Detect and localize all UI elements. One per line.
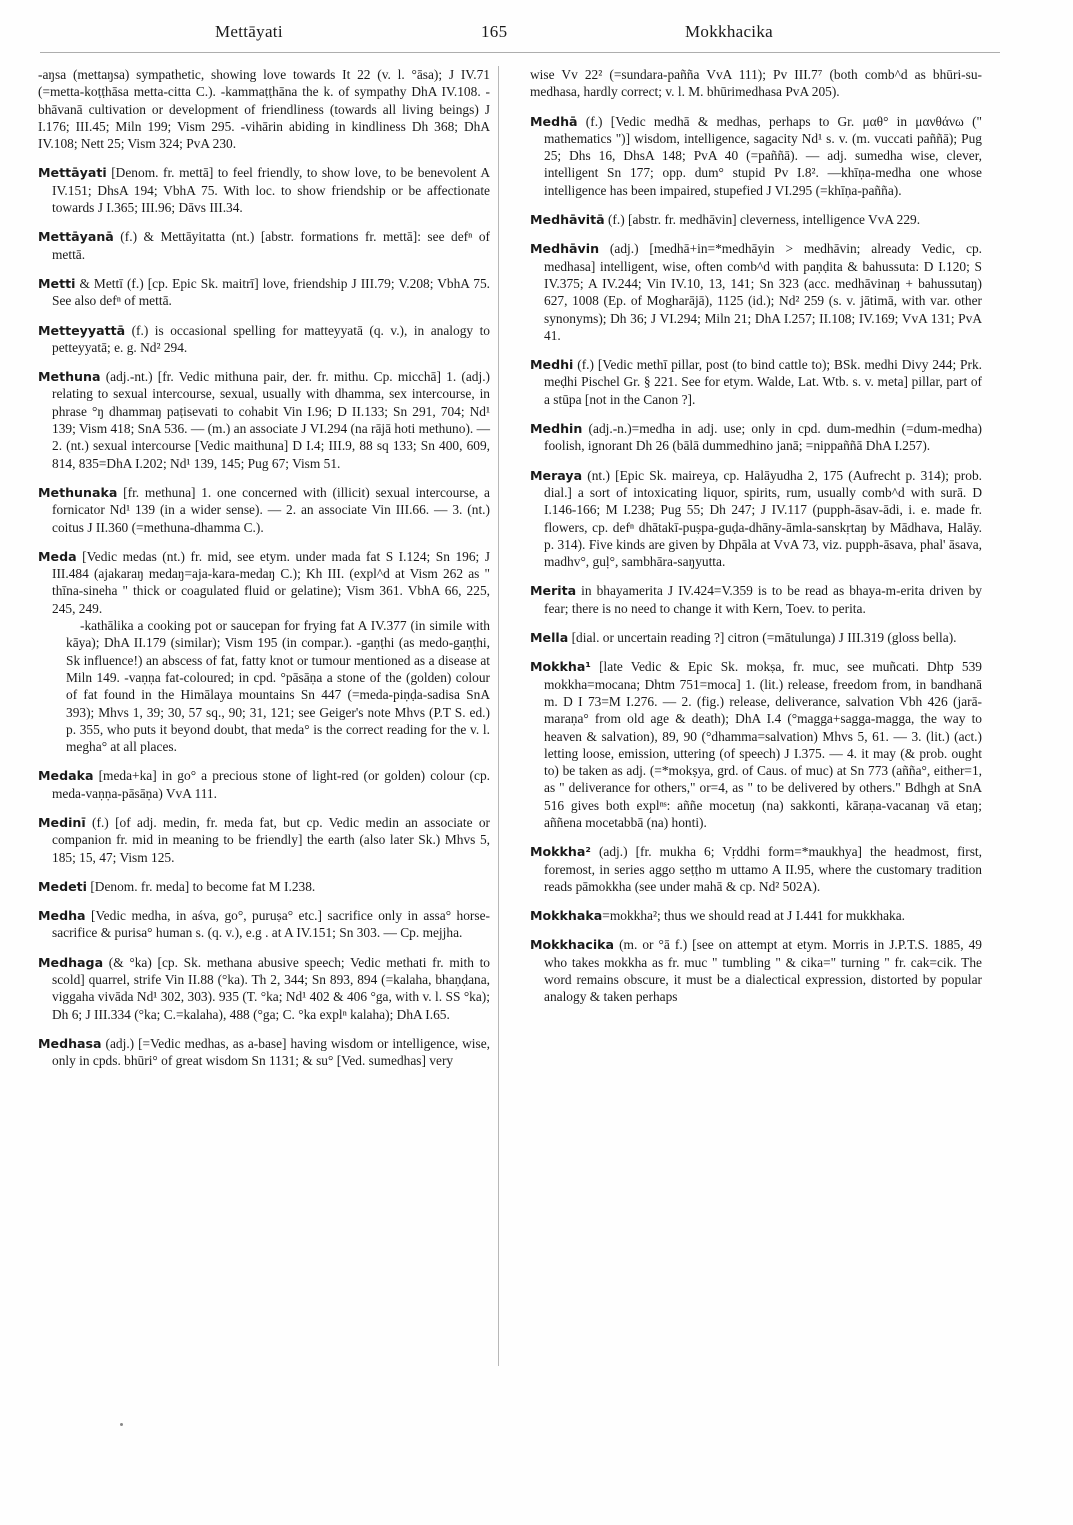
dictionary-entry — [38, 1035, 490, 1070]
entry-definition: [Vedic medha, in aśva, go°, puruṣa° etc.] sacrifice only in assa° horse-sacrifice & purisa° human s. (q. v.), e.g . at A IV.151; Sn 303. — Cp. mejjha. — [52, 908, 490, 941]
column-divider — [498, 66, 499, 1366]
dictionary-entry — [530, 907, 982, 924]
dictionary-entry — [38, 484, 490, 536]
entry-headword: Medeti — [38, 878, 87, 894]
dictionary-entry — [530, 467, 982, 571]
entry-definition: =mokkha²; thus we should read at J I.441 for mukkhaka. — [602, 908, 906, 924]
entry-headword: Medhasa — [38, 1035, 102, 1051]
dictionary-entry — [38, 907, 490, 942]
entry-headword: Medhin — [530, 421, 583, 437]
dictionary-entry — [38, 878, 490, 895]
entry-definition: (adj.) [fr. mukha 6; Vṛddhi form=*maukhya] the headmost, first, foremost, in series aggo seṭṭho m uttamo A II.95, where the customary tradition reads pāmokkha (see under mahā & cp. Nd² 502A). — [544, 844, 982, 894]
entry-headword: Mokkhacika — [530, 937, 615, 953]
dictionary-entry — [530, 240, 982, 344]
entry-definition: [fr. methuna] 1. one concerned with (illicit) sexual intercourse, a fornicator Nd¹ 139 (in a wider sense). — 2. an associate Vin III.66. — 3. (nt.) coitus J II.360 (=methuna-dhamma C.). — [52, 484, 490, 535]
dictionary-entry — [38, 66, 490, 152]
running-header — [0, 22, 1073, 52]
entry-definition: & Mettī (f.) [cp. Epic Sk. maitrī] love, friendship J III.79; V.208; VbhA 75. See also defⁿ of mettā. — [52, 275, 490, 309]
entry-headword: Metti — [38, 275, 76, 291]
dictionary-entry — [530, 66, 982, 101]
dictionary-entry — [530, 356, 982, 408]
dictionary-entry — [530, 843, 982, 895]
entry-headword: Mokkha² — [530, 844, 591, 860]
entry-headword: Medhaga — [38, 954, 104, 970]
entry-headword: Mettāyati — [38, 165, 107, 181]
entry-definition: [Denom. fr. meda] to become fat M I.238. — [86, 878, 316, 894]
left-column — [38, 66, 490, 1082]
entry-definition: (f.) is occasional spelling for matteyyatā (q. v.), in analogy to petteyyatā; e. g. Nd² 294. — [52, 322, 490, 355]
entry-definition: (f.) [of adj. medin, fr. meda fat, but cp. Vedic medin an associate or companion fr. mid in meaning to be friendly] the earth (also later Sk.) Mhvs 5, 185; 15, 47; Vism 125. — [52, 814, 490, 865]
dictionary-entry — [38, 767, 490, 802]
entry-headword: Mettāyanā — [38, 229, 114, 245]
entry-headword: Medhā — [530, 113, 578, 129]
page-number: 165 — [481, 22, 508, 41]
entry-headword: Medaka — [38, 768, 94, 784]
dictionary-entry — [38, 954, 490, 1023]
dictionary-entry — [530, 211, 982, 228]
entry-subentries: -kathālika a cooking pot or saucepan for frying fat A IV.377 (in simile with kāya); DhA II.179 (similar); Vism 195 (in compar.). -gaṇṭhi (as medo-gaṇṭhi, Sk influence!) an abscess of fat, fatty knot or tumour mentioned as a disease at Miln 149. -vaṇṇa fat-coloured; in cpd. °pāsāṇa a stone of the (golden) colour of fat found in the Himālaya mountains Sn 447 (=meda-piṇḍa-sadisa SnA 393); Mhvs 1, 39; 30, 57 sq., 90; 31, 121; see Geiger's note Mhvs (P.T S. ed.) p. 355, who puts it beyond doubt, that meda° is the correct reading for the v. l. megha° at all places. — [66, 618, 490, 755]
dictionary-entry — [38, 814, 490, 866]
entry-definition: wise Vv 22² (=sundara-pañña VvA 111); Pv III.7⁷ (both comb^d as bhūri-su-medhasa, hardly correct; v. l. M. bhūrimedhasa PvA 205). — [530, 67, 982, 100]
ink-speck — [120, 1423, 123, 1426]
entry-headword: Medinī — [38, 814, 86, 830]
entry-definition: (& °ka) [cp. Sk. methana abusive speech; Vedic methati fr. mith to scold] quarrel, strife Vin II.88 (°ka). Th 2, 344; Sn 893, 894 (=kalaha, bhaṇḍana, viggaha vivāda Nd¹ 302, 303). 935 (T. °ka; Nd¹ 402 & 406 °ga, with v. l. SS °ka); Dh 6; J III.334 (°ka; C.=kalaha), 488 (°ga; C. °ka explⁿ kalaha); DhA I.65. — [52, 954, 490, 1022]
entry-definition: [late Vedic & Epic Sk. mokṣa, fr. muc, see muñcati. Dhtp 539 mokkha=mocana; Dhtm 751=moca] 1. (lit.) release, freedom from, in bandhanā m. D I 73=M I.276. — 2. (fig.) release, deliverance, salvation Vbh 426 (jarā-maraṇa° from old age & death); DhA I.4 (°magga+sagga-magga, the way to heaven & salvation), 89, 90 (°dhamma=salvation) Mhvs 5, 61. — 3. (lit.) (act.) letting loose, emission, uttering (of speech) J I.375. — 4. it may (& prob. ought to) be taken as adj. (=*mokṣya, grd. of Caus. of muc) at Sn 773 (añña°, either=1, as " deliverance for others," or=4, as " to be delivered by others." Bdhgh at SnA 516 gives both explⁿˢ: aññe mocetuŋ (na) sakkonti, kāraṇa-vacanaŋ vā etaŋ; aññena mocetabbā (na) honti). — [544, 659, 982, 830]
right-column — [530, 66, 982, 1018]
right-guide-word: Mokkhacika — [685, 22, 773, 41]
entry-headword: Mella — [530, 630, 569, 646]
dictionary-entry — [530, 936, 982, 1005]
entry-headword: Metteyyattā — [38, 322, 126, 338]
entry-definition: (adj.) [=Vedic medhas, as a-base] having wisdom or intelligence, wise, only in cpds. bhūri° of great wisdom Sn 1131; & su° [Ved. sumedhas] very — [52, 1035, 490, 1069]
dictionary-entry — [530, 582, 982, 617]
entry-headword: Methunaka — [38, 484, 118, 500]
dictionary-entry — [38, 164, 490, 216]
entry-definition: (f.) [Vedic medhā & medhas, perhaps to Gr. μαθ° in μανθάνω (" mathematics ")] wisdom, intelligence, sagacity Nd¹ s. v. (m. vuccati paññā); Pug 25; Dhs 16, DhsA 148; PvA 40 (=paññā). — adj. sumedha wise, clever, intelligent Sn 177; opp. dum° stupid Pv I.8². —khīṇa-medha one whose intelligence has been impaired, stupefied J VI.295 (=khīṇa-pañña). — [544, 113, 982, 198]
dictionary-entry — [38, 228, 490, 263]
entry-definition: [Denom. fr. mettā] to feel friendly, to show love, to be benevolent A IV.151; DhsA 194; VbhA 75. With loc. to show friendship or be affectionate towards J I.365; III.96; Dāvs III.34. — [52, 165, 490, 216]
dictionary-entry — [38, 368, 490, 472]
entry-headword: Medhi — [530, 357, 574, 373]
entry-definition: [meda+ka] in go° a precious stone of light-red (or golden) colour (cp. meda-vaṇṇa-pāsāṇa) VvA 111. — [52, 768, 490, 801]
entry-definition: -aŋsa (mettaŋsa) sympathetic, showing love towards It 22 (v. l. °āsa); J IV.71 (=metta-koṭṭhāsa metta-citta C.). -kammaṭṭhāna the k. of sympathy DhA IV.108. -bhāvanā cultivation or development of friendliness (towards all living beings) J I.176; III.45; Miln 199; Vism 295. -vihārin abiding in kindliness Dh 368; DhA IV.108; Nett 25; Vism 324; PvA 230. — [38, 67, 490, 152]
entry-definition: (adj.-n.)=medha in adj. use; only in cpd. dum-medhin (=dum-medha) foolish, ignorant Dh 26 (bālā dummedhino janā; =nippaññā DhA I.257). — [544, 421, 982, 454]
entry-headword: Meda — [38, 548, 77, 564]
entry-definition: (f.) & Mettāyitatta (nt.) [abstr. formations fr. mettā]: see defⁿ of mettā. — [52, 229, 490, 262]
entry-definition: (adj.) [medhā+in=*medhāyin > medhāvin; already Vedic, cp. medhasa] intelligent, wise, often comb^d with paṇḍita & bahussuta: D I.120; S IV.375; A IV.244; Vin IV.10, 13, 141; Sn 323 (acc. medhāvinaŋ + bahussutaŋ) 627, 1008 (Ep. of Mogharājā), 1125 (id.); Nd² 259 (s. v. jātimā, with var. other synonyms); Dh 36; J VI.294; Miln 21; DhA I.257; II.108; IV.169; VvA 131; PvA 41. — [544, 241, 982, 343]
entry-definition: (m. or °ā f.) [see on attempt at etym. Morris in J.P.T.S. 1885, 49 who takes mokkha as fr. muc " tumbling " & cika=" turning " fr. cak=cik. The word remains obscure, it must be a dialectical expression, distorted by popular analogy & taken perhaps — [544, 937, 982, 1005]
entry-definition: (nt.) [Epic Sk. maireya, cp. Halāyudha 2, 175 (Aufrecht p. 314); prob. dial.] a sort of intoxicating liquor, spirits, rum, usually comb^d with surā. D I.146-166; M I.238; Pug 55; Dh 247; J IV.117 (pupph-āsav-ādi, i. e. made fr. flowers, cp. defⁿ dhātakī-puṣpa-guḍa-dhāny-āmla-sanskṛtaŋ by Mādhava, Halāy. p. 314). Five kinds are given by Dhpāla at VvA 73, viz. pupph-āsava, phal' āsava, madhv°, guḷ°, sambhāra-saŋyutta. — [544, 467, 982, 570]
entry-definition: (f.) [abstr. fr. medhāvin] cleverness, intelligence VvA 229. — [604, 212, 921, 228]
dictionary-entry — [530, 658, 982, 831]
entry-definition: [Vedic medas (nt.) fr. mid, see etym. under mada fat S I.124; Sn 196; J III.484 (ajakaraŋ medaŋ=aja-kara-medaŋ C.); Kh III. (expl^d at Vism 262 as " thīna-sineha " thick or coagulated fluid or gelatine); Vism 361. VbhA 66, 225, 245, 249. — [52, 548, 490, 616]
entry-definition: (f.) [Vedic methī pillar, post (to bind cattle to); BSk. medhi Divy 244; Prk. meḍhi Pischel Gr. § 221. See for etym. Walde, Lat. Wtb. s. v. meta] pillar, part of a stūpa [not in the Canon ?]. — [544, 357, 982, 407]
entry-headword: Meraya — [530, 467, 583, 483]
entry-headword: Mokkha¹ — [530, 659, 591, 675]
entry-headword: Medha — [38, 908, 86, 924]
entry-headword: Merita — [530, 583, 577, 599]
entry-headword: Medhāvitā — [530, 212, 605, 228]
entry-headword: Medhāvin — [530, 241, 600, 257]
dictionary-entry — [530, 420, 982, 455]
dictionary-entry — [530, 629, 982, 646]
dictionary-entry — [530, 113, 982, 199]
dictionary-entry — [38, 275, 490, 310]
left-guide-word: Mettāyati — [215, 22, 283, 41]
dictionary-entry — [38, 548, 490, 756]
dictionary-entry — [38, 322, 490, 357]
entry-definition: in bhayamerita J IV.424=V.359 is to be read as bhaya-m-erita driven by fear; there is no need to change it with Kern, Toev. to perita. — [544, 583, 982, 616]
entry-headword: Mokkhaka — [530, 908, 603, 924]
entry-headword: Methuna — [38, 369, 101, 385]
header-rule — [40, 52, 1000, 53]
entry-definition: (adj.-nt.) [fr. Vedic mithuna pair, der. fr. mithu. Cp. micchā] 1. (adj.) relating to sexual intercourse, sexual, usually with dhamma, sex intercourse, in phrase °ŋ dhammaŋ paṭisevati to cohabit Vin I.96; D II.133; Sn 291, 704; Nd¹ 139; Vism 418; SnA 536. — (m.) an associate J VI.294 (na rājā hoti methuno). — 2. (nt.) sexual intercourse [Vedic maithuna] D I.4; III.9, 88 sq 133; Sn 400, 609, 814, 835=DhA I.202; Nd¹ 139, 145; Pug 67; Vism 51. — [52, 369, 490, 471]
entry-definition: [dial. or uncertain reading ?] citron (=mātulunga) J III.319 (gloss bella). — [568, 630, 957, 646]
